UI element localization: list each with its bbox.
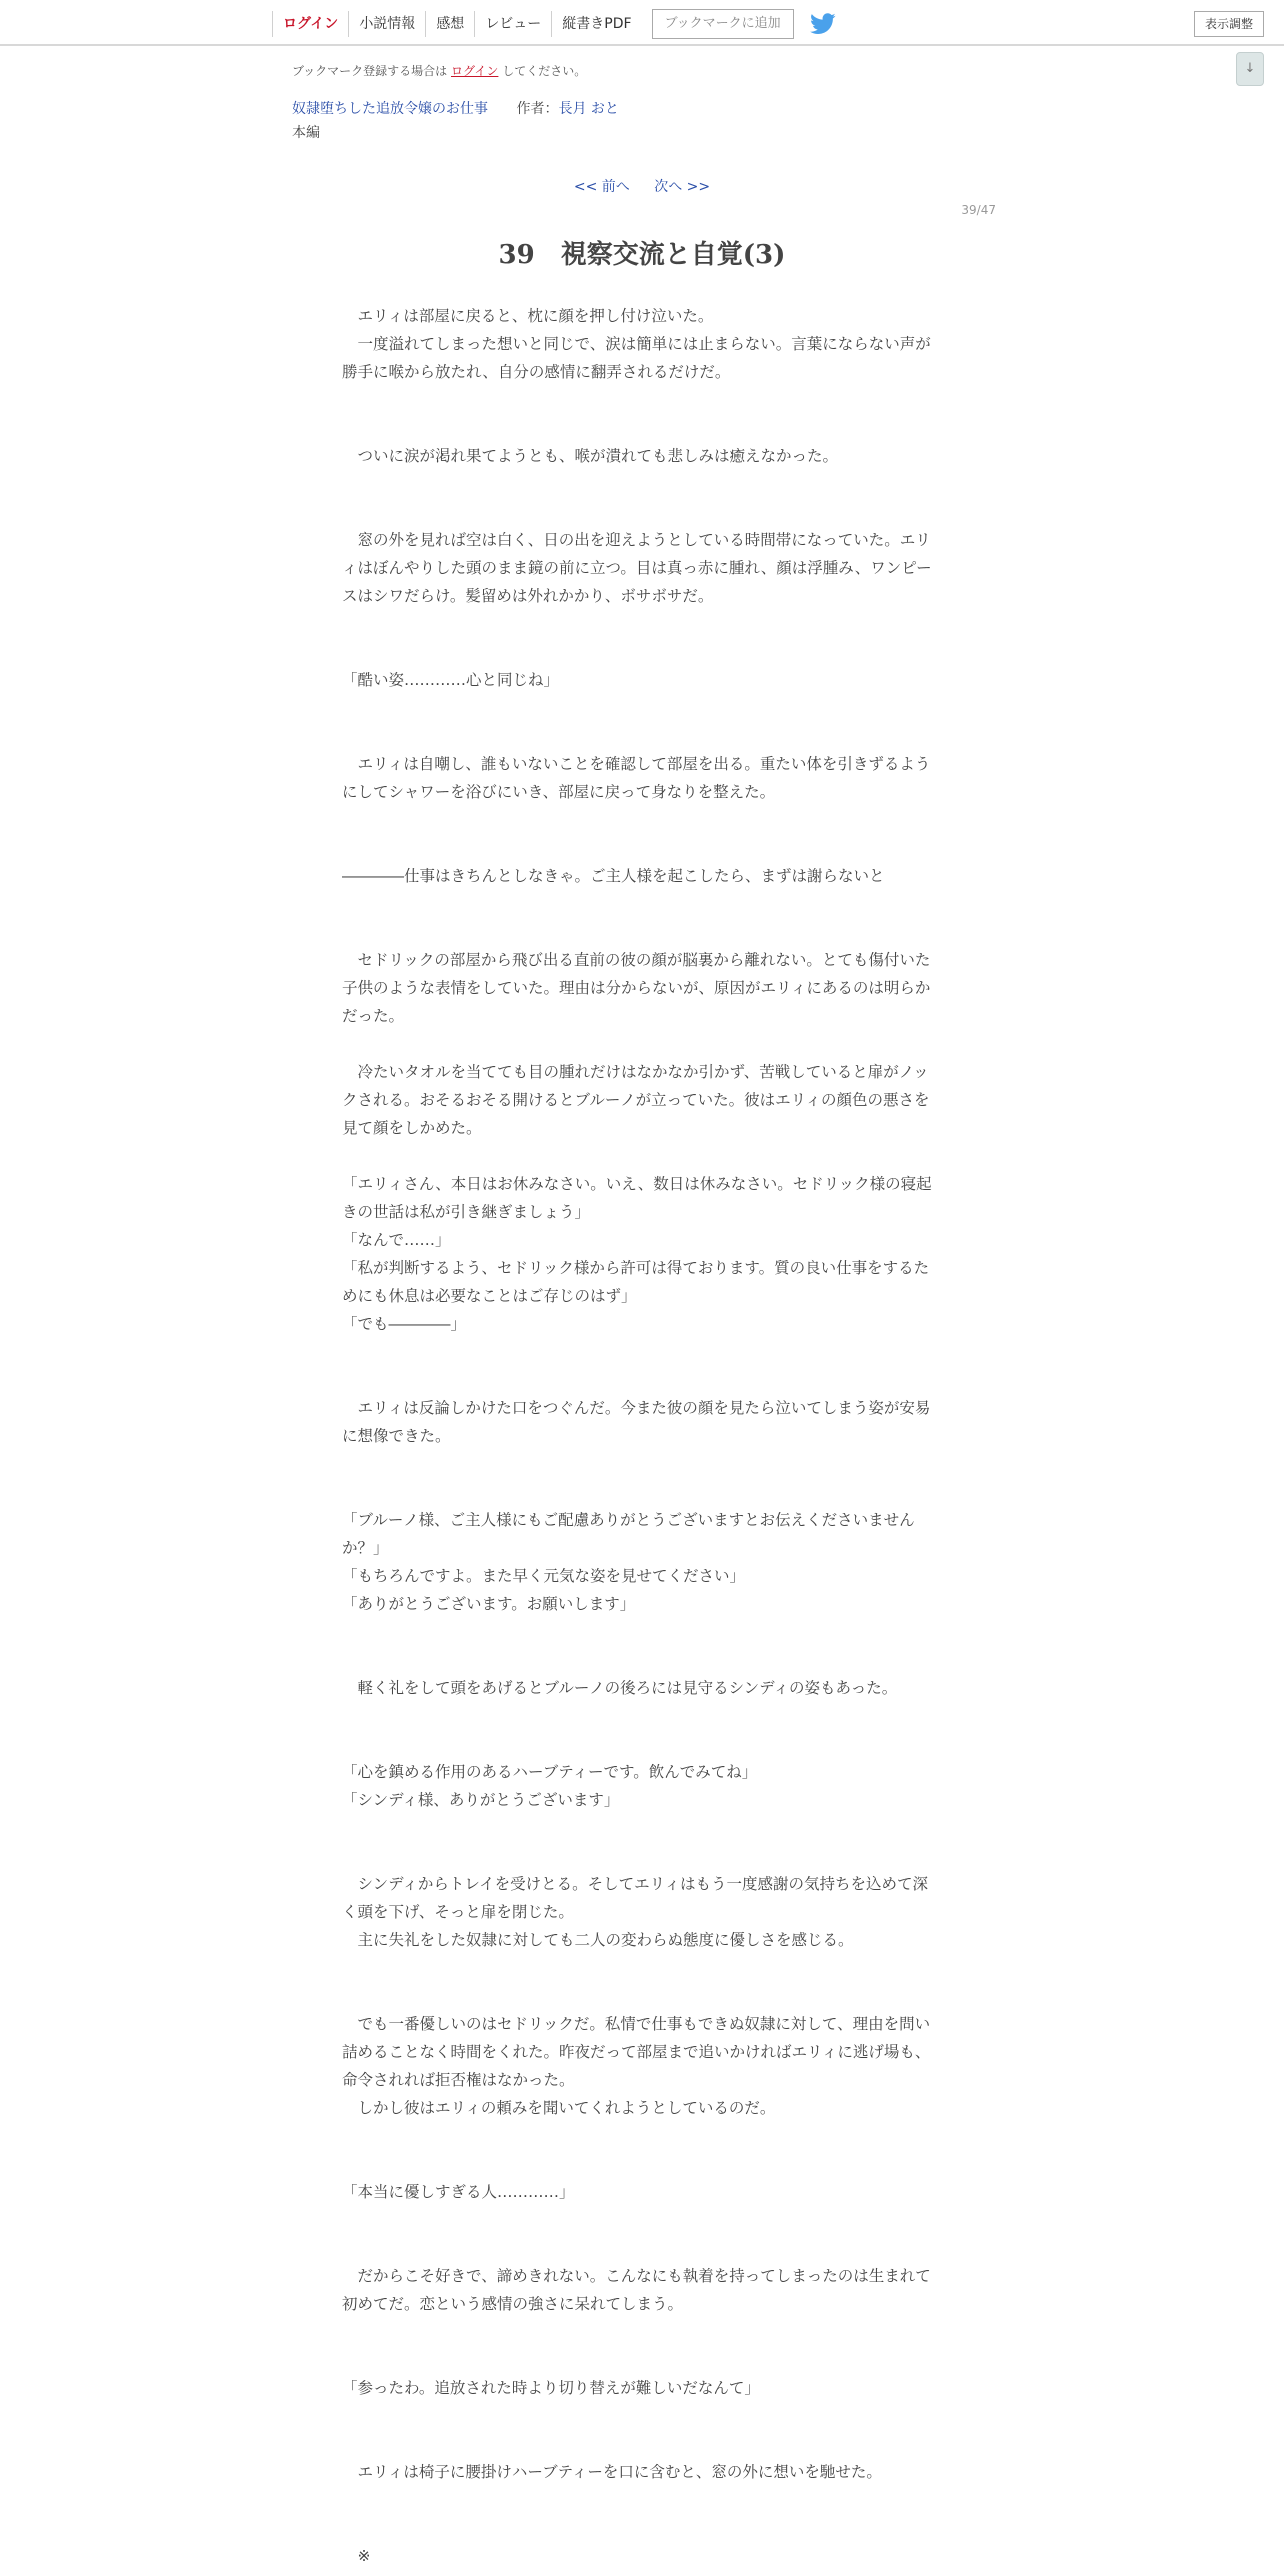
- body-line: [342, 2150, 942, 2178]
- twitter-icon[interactable]: [810, 13, 836, 35]
- impressions-link[interactable]: 感想: [425, 11, 474, 37]
- body-line: 「心を鎮める作用のあるハーブティーです。飲んでみてね」: [342, 1763, 758, 1781]
- body-line: [342, 2486, 942, 2514]
- chapter-title: 39 視察交流と自覚(3): [498, 240, 786, 270]
- body-line: 冷たいタオルを当てても目の腫れだけはなかなか引かず、苦戦していると扉がノックされる。おそるおそる開けるとブルーノが立っていた。彼はエリィの顔色の悪さを見て顔をしかめた。: [342, 1063, 930, 1137]
- body-line: [342, 2234, 942, 2262]
- body-line: 「でも――――」: [342, 1315, 467, 1333]
- notice-login-link[interactable]: ログイン: [451, 64, 499, 78]
- body-line: ――――仕事はきちんとしなきゃ。ご主人様を起こしたら、まずは謝らないと: [342, 867, 885, 885]
- top-nav-bar: [0, 0, 1284, 46]
- body-line: [342, 1842, 942, 1870]
- novel-title-link[interactable]: 奴隷堕ちした追放令嬢のお仕事: [292, 101, 488, 117]
- display-settings-button[interactable]: 表示調整: [1194, 11, 1264, 37]
- body-line: 「なんで……」: [342, 1231, 451, 1249]
- body-line: [342, 414, 942, 442]
- body-line: [342, 1338, 942, 1366]
- body-line: シンディからトレイを受けとる。そしてエリィはもう一度感謝の気持ちを込めて深く頭を下げ、そっと扉を閉じた。: [342, 1875, 928, 1921]
- body-line: エリィは反論しかけた口をつぐんだ。今また彼の顔を見たら泣いてしまう姿が安易に想像できた。: [342, 1399, 931, 1445]
- notice-suffix: してください。: [502, 64, 587, 78]
- body-line: [342, 1730, 942, 1758]
- body-line: [342, 722, 942, 750]
- novel-info-link[interactable]: 小説情報: [348, 11, 425, 37]
- main-nav: [272, 6, 836, 42]
- next-page-link[interactable]: 次へ >>: [654, 179, 711, 195]
- body-line: [342, 890, 942, 918]
- body-line: [342, 2346, 942, 2374]
- body-line: 窓の外を見れば空は白く、日の出を迎えようとしている時間帯になっていた。エリィはぼんやりした頭のまま鏡の前に立つ。目は真っ赤に腫れ、顔は浮腫み、ワンピースはシワだらけ。髪留めは外れかかり、ボサボサだ。: [342, 531, 932, 605]
- body-line: [342, 2206, 942, 2234]
- body-line: [342, 1702, 942, 1730]
- login-link[interactable]: ログイン: [272, 11, 348, 37]
- body-line: 「参ったわ。追放された時より切り替えが難しいだなんて」: [342, 2379, 760, 2397]
- body-line: でも一番優しいのはセドリックだ。私情で仕事もできぬ奴隷に対して、理由を問い詰めることなく時間をくれた。昨夜だって部屋まで追いかければエリィに逃げ場も、命令されれば拒否権はなかった。: [342, 2015, 931, 2089]
- body-line: [342, 1142, 942, 1170]
- body-line: [342, 2318, 942, 2346]
- body-line: [342, 1814, 942, 1842]
- body-line: [342, 1954, 942, 1982]
- author-link[interactable]: 長月 おと: [558, 101, 619, 117]
- body-line: [342, 1366, 942, 1394]
- review-link[interactable]: レビュー: [474, 11, 551, 37]
- body-line: 「もちろんですよ。また早く元気な姿を見せてください」: [342, 1567, 746, 1585]
- body-line: セドリックの部屋から飛び出る直前の彼の顔が脳裏から離れない。とても傷付いた子供のような表情をしていた。理由は分からないが、原因がエリィにあるのは明らかだった。: [342, 951, 931, 1025]
- body-line: 「ありがとうございます。お願いします」: [342, 1595, 636, 1613]
- body-line: [342, 2514, 942, 2542]
- chapter-section-label: 本編: [292, 125, 320, 141]
- bookmark-notice: [292, 62, 586, 79]
- body-line: [342, 1478, 942, 1506]
- body-line: [342, 1646, 942, 1674]
- body-line: [342, 638, 942, 666]
- body-line: [342, 2430, 942, 2458]
- body-line: [342, 1982, 942, 2010]
- body-line: [342, 2122, 942, 2150]
- body-line: [342, 2402, 942, 2430]
- body-line: ※: [342, 2547, 371, 2565]
- body-line: [342, 1618, 942, 1646]
- body-line: 「私が判断するよう、セドリック様から許可は得ております。質の良い仕事をするためにも休息は必要なことはご存じのはず」: [342, 1259, 930, 1305]
- page-count: 39/47: [961, 203, 996, 217]
- body-line: 主に失礼をした奴隷に対しても二人の変わらぬ態度に優しさを感じる。: [342, 1931, 854, 1949]
- prev-page-link[interactable]: << 前へ: [573, 179, 630, 195]
- body-line: [342, 1450, 942, 1478]
- body-line: [342, 918, 942, 946]
- body-line: [342, 834, 942, 862]
- notice-prefix: ブックマーク登録する場合は: [292, 64, 448, 78]
- vertical-pdf-link[interactable]: 縦書きPDF: [551, 11, 641, 37]
- body-line: エリィは自嘲し、誰もいないことを確認して部屋を出る。重たい体を引きずるようにしてシャワーを浴びにいき、部屋に戻って身なりを整えた。: [342, 755, 931, 801]
- body-line: 「ブルーノ様、ご主人様にもご配慮ありがとうございますとお伝えくださいませんか？」: [342, 1511, 915, 1557]
- body-line: [342, 806, 942, 834]
- body-line: 軽く礼をして頭をあげるとブルーノの後ろには見守るシンディの姿もあった。: [342, 1679, 898, 1697]
- body-line: [342, 694, 942, 722]
- body-line: ついに涙が渇れ果てようとも、喉が潰れても悲しみは癒えなかった。: [342, 447, 839, 465]
- pager: [0, 176, 1284, 196]
- chapter-body: [342, 302, 942, 2570]
- body-line: しかし彼はエリィの頼みを聞いてくれようとしているのだ。: [342, 2099, 776, 2117]
- body-line: 「本当に優しすぎる人…………」: [342, 2183, 575, 2201]
- body-line: [342, 610, 942, 638]
- author-label: 作者：: [516, 101, 559, 117]
- body-line: [342, 498, 942, 526]
- body-line: 「酷い姿…………心と同じね」: [342, 671, 560, 689]
- body-line: 「エリィさん、本日はお休みなさい。いえ、数日は休みなさい。セドリック様の寝起きの世話は私が引き継ぎましょう」: [342, 1175, 932, 1221]
- body-line: [342, 1030, 942, 1058]
- body-line: エリィは椅子に腰掛けハーブティーを口に含むと、窓の外に想いを馳せた。: [342, 2463, 882, 2481]
- add-bookmark-button[interactable]: ブックマークに追加: [652, 9, 794, 39]
- body-line: 「シンディ様、ありがとうございます」: [342, 1791, 620, 1809]
- body-line: [342, 386, 942, 414]
- body-line: エリィは部屋に戻ると、枕に顔を押し付け泣いた。: [342, 307, 714, 325]
- body-line: [342, 470, 942, 498]
- novel-header: [292, 98, 619, 118]
- scroll-down-button[interactable]: ↓: [1236, 52, 1264, 86]
- body-line: だからこそ好きで、諦めきれない。こんなにも執着を持ってしまったのは生まれて初めてだ。恋という感情の強さに呆れてしまう。: [342, 2267, 931, 2313]
- body-line: 一度溢れてしまった想いと同じで、涙は簡単には止まらない。言葉にならない声が勝手に喉から放たれ、自分の感情に翻弄されるだけだ。: [342, 335, 931, 381]
